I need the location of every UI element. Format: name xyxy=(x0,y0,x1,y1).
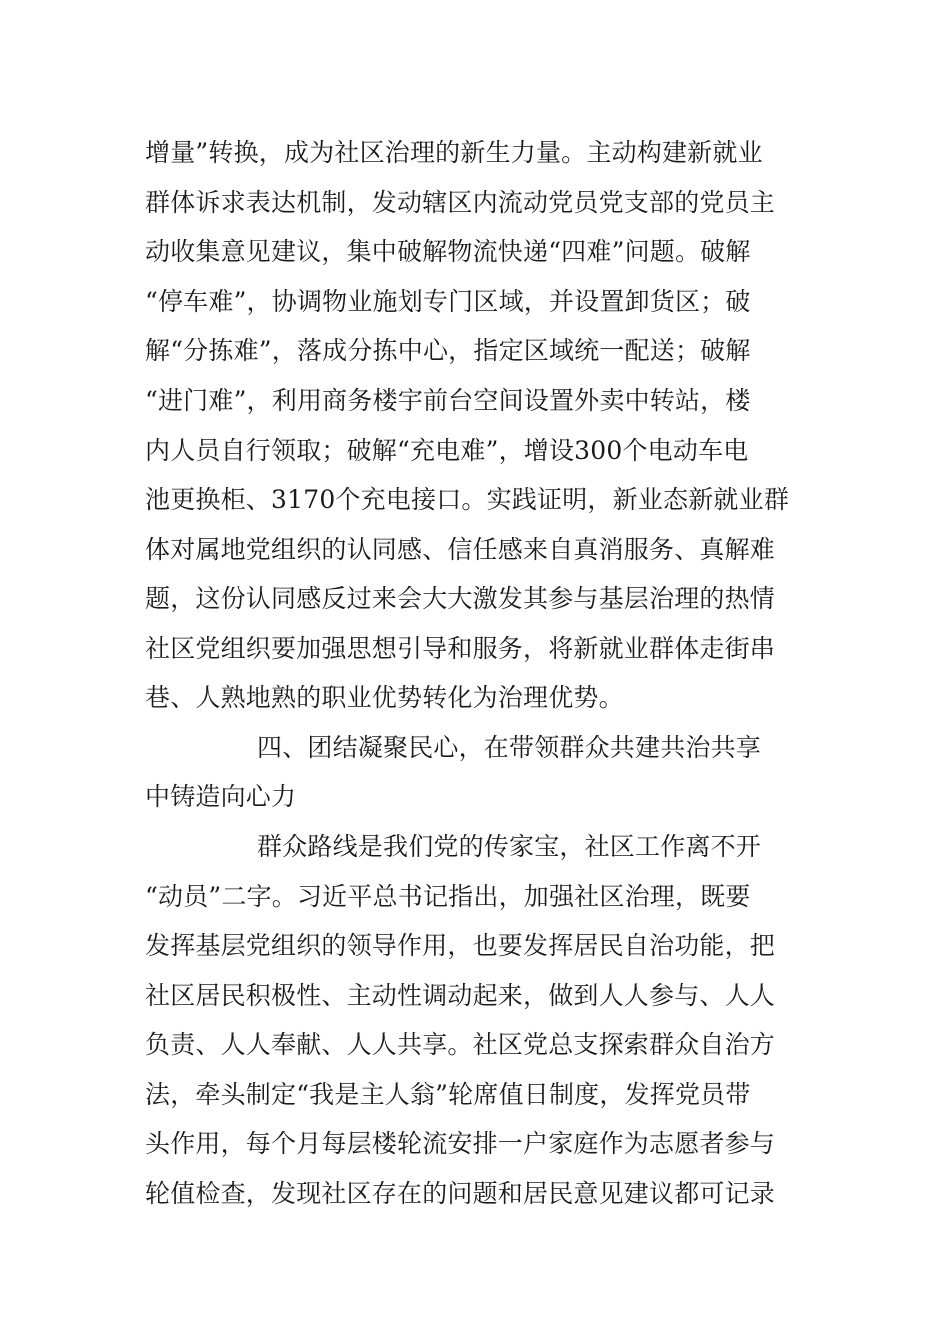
body-text-line: 池更换柜、3170个充电接口。实践证明，新业态新就业群 xyxy=(145,485,790,514)
body-text-line: 群体诉求表达机制，发动辖区内流动党员党支部的党员主 xyxy=(145,188,776,217)
section-heading: 四、团结凝聚民心，在带领群众共建共治共享 xyxy=(257,733,762,762)
body-text-line: 负责、人人奉献、人人共享。社区党总支探索群众自治方 xyxy=(145,1030,776,1059)
body-text-line: “进门难”，利用商务楼宇前台空间设置外卖中转站，楼 xyxy=(145,386,751,415)
section-heading-continued: 中铸造向心力 xyxy=(145,782,297,811)
body-text-line: 解“分拣难”，落成分拣中心，指定区域统一配送；破解 xyxy=(145,336,751,365)
body-text-line: 头作用，每个月每层楼轮流安排一户家庭作为志愿者参与 xyxy=(145,1129,776,1158)
body-text-line: “动员”二字。习近平总书记指出，加强社区治理，既要 xyxy=(145,882,751,911)
body-text-line: 轮值检查，发现社区存在的问题和居民意见建议都可记录 xyxy=(145,1179,776,1208)
body-text-line: 社区居民积极性、主动性调动起来，做到人人参与、人人 xyxy=(145,981,776,1010)
body-text-line: “停车难”，协调物业施划专门区域，并设置卸货区；破 xyxy=(145,287,751,316)
body-text-line: 社区党组织要加强思想引导和服务，将新就业群体走街串 xyxy=(145,634,776,663)
body-text-line: 内人员自行领取；破解“充电难”，增设300个电动车电 xyxy=(145,436,749,465)
body-text-line: 巷、人熟地熟的职业优势转化为治理优势。 xyxy=(145,683,624,712)
body-text-line: 法，牵头制定“我是主人翁”轮席值日制度，发挥党员带 xyxy=(145,1080,751,1109)
paragraph-first-line: 群众路线是我们党的传家宝，社区工作离不开 xyxy=(257,832,762,861)
body-text-line: 动收集意见建议，集中破解物流快递“四难”问题。破解 xyxy=(145,237,751,266)
body-text-line: 增量”转换，成为社区治理的新生力量。主动构建新就业 xyxy=(145,138,763,167)
body-text-line: 体对属地党组织的认同感、信任感来自真消服务、真解难 xyxy=(145,535,776,564)
body-text-line: 题，这份认同感反过来会大大激发其参与基层治理的热情 xyxy=(145,584,776,613)
body-text-line: 发挥基层党组织的领导作用，也要发挥居民自治功能，把 xyxy=(145,931,776,960)
